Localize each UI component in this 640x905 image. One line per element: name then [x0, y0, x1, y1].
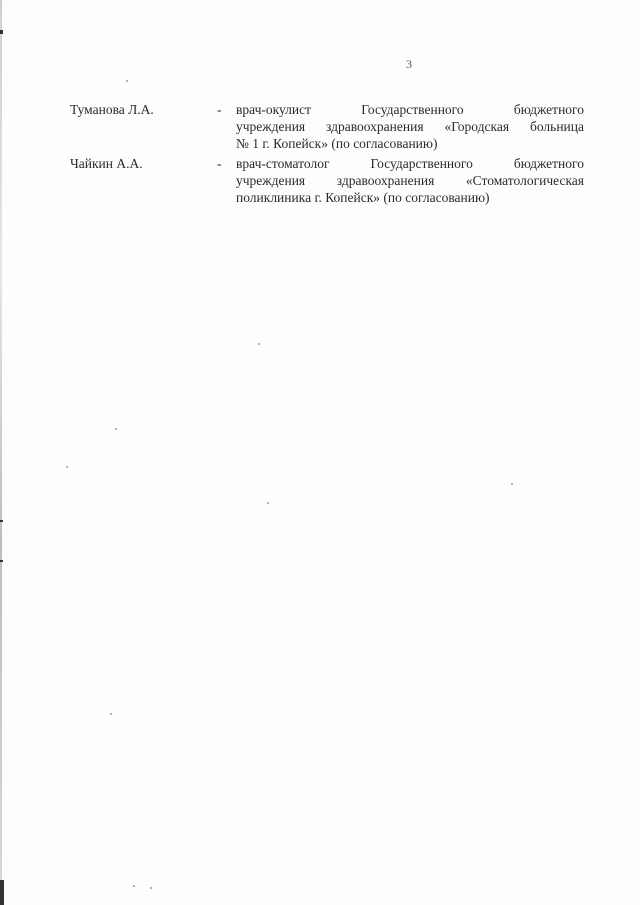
scan-edge — [0, 0, 2, 905]
page-number: 3 — [406, 57, 412, 71]
scan-speck — [267, 502, 269, 504]
scan-mark — [0, 560, 3, 562]
description-line: учреждения здравоохранения «Городская больница — [236, 119, 584, 134]
description-line: учреждения здравоохранения «Стоматологическая — [236, 173, 584, 188]
scan-mark — [0, 520, 3, 522]
scan-speck — [133, 885, 135, 887]
description-line: поликлиника г. Копейск» (по согласованию) — [236, 190, 490, 205]
description-line: врач-окулист Государственного бюджетного — [236, 102, 584, 117]
scan-mark — [0, 30, 3, 34]
entry-dash: - — [217, 102, 222, 117]
description-line: № 1 г. Копейск» (по согласованию) — [236, 136, 438, 151]
description-line: врач-стоматолог Государственного бюджетного — [236, 156, 584, 171]
scan-mark — [0, 880, 4, 905]
entry-description — [236, 101, 584, 152]
scan-speck — [66, 466, 68, 468]
scan-speck — [258, 343, 260, 345]
entry-dash: - — [217, 156, 222, 171]
scan-speck — [110, 713, 112, 715]
scan-speck — [150, 887, 152, 889]
scan-speck — [511, 483, 513, 485]
entry-description — [236, 155, 584, 206]
scan-speck — [115, 428, 117, 430]
entry-name: Чайкин А.А. — [70, 156, 143, 171]
scan-speck — [126, 80, 128, 82]
entry-name: Туманова Л.А. — [70, 102, 154, 117]
